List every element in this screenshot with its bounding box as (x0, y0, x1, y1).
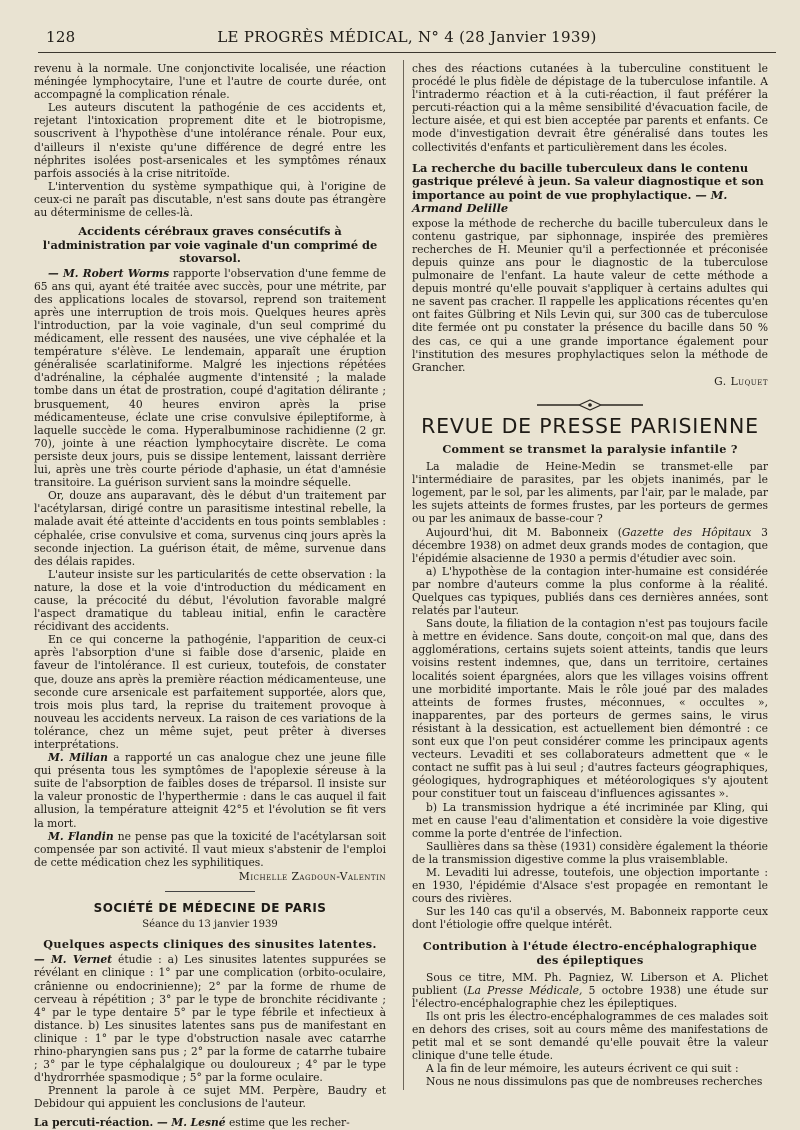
author-name: M. Milian (48, 751, 108, 765)
signature: G. Luquet (714, 374, 768, 388)
author-name: M. Flandin (48, 829, 114, 843)
left-column (34, 62, 387, 1130)
paragraph (34, 267, 386, 490)
paragraph-text: ne pense pas que la toxicité de l'acétylarsan soit compensée par son activité. Il vaut mieux s'abstenir de l'emploi de cette médication chez les syphilitiques. (34, 829, 386, 869)
session-date: Séance du 13 janvier 1939 (142, 919, 278, 931)
paragraph-text: rapporte l'observation d'une femme de 65 ans qui, ayant été traitée avec succès, pour une métrite, par des applications locales de stovarsol, reprend son traitement après une interruption de trois mois. Quelques heures après l'introduction, par la voie vaginale, d'un seul comprimé du médicament, elle ressent des nausées, une vive céphalée et la température s'élève. Le lendemain, apparaît une éruption généralisée scarlatiniforme. Malgré les injections répétées d'adrénaline, la céphalée augmente d'intensité ; la malade tombe dans un état de prostration, coupé d'agitation délirante ; brusquement, 40 heures environ après la prise médicamenteuse, éclate une crise convulsive épileptiforme, à laquelle succède le coma. Hyperalbuminose rachidienne (2 gr. 70), jointe à une réaction lymphocytaire discrète. Le coma persiste deux jours, puis se dissipe lentement, laissant derrière lui, après une très courte période d'aphasie, un état d'amnésie transitoire. La guérison survient sans la moindre séquelle. (34, 266, 387, 490)
article-heading: Comment se transmet la paralysie infantile ? (442, 441, 738, 456)
paragraph (412, 526, 768, 565)
paragraph (412, 971, 768, 1010)
citation: Gazette des Hôpitaux (621, 525, 752, 539)
journal-title: LE PROGRÈS MÉDICAL, N° 4 (28 Janvier 1939) (217, 28, 597, 46)
paragraph: revenu à la normale. Une conjonctivite localisée, une réaction méningée lymphocytaire, l'une et l'autre de courte durée, ont accompagné la complication rénale. (34, 62, 386, 102)
paragraph-text: estime que les recher- (225, 1116, 350, 1130)
paragraph: Prennent la parole à ce sujet MM. Perpère, Baudry et Debidour qui appuient les conclusions de l'auteur. (34, 1084, 386, 1111)
paragraph-text: a rapporté un cas analogue chez une jeune fille qui présenta tous les symptômes de l'apoplexie séreuse à la suite de l'absorption de faibles doses de tréparsol. Il insiste sur la valeur pronostic de l'hyperthermie : dans le cas auquel il fait allusion, la température atteignit 42°5 et l'évolution se fit vers la mort. (34, 751, 386, 830)
paragraph: Saullières dans sa thèse (1931) considère également la théorie de la transmission digestive comme la plus vraisemblable. (412, 839, 768, 866)
paragraph: Sans doute, la filiation de la contagion n'est pas toujours facile à mettre en évidence. Sans doute, conçoit-on mal que, dans des agglomérations, certains sujets soient atteints, tandis que leurs voisins restent indemnes, que, dans un territoire, certaines localités soient épargnées, alors que les villages voisins offrent une morbidité importante. Mais le rôle joué par des malades atteints de formes frustes, méconnues, « occultes », inapparentes, par des porteurs de germes sains, le virus résistant à la dessication, est actuellement bien démontré : ce sont eux que l'on peut considérer comme les principaux agents vecteurs. Levaditi et ses collaborateurs admettent que « le contact ne suffit pas à lui seul ; d'autres facteurs géographiques, géologiques, hydrographiques et météorologiques s'y ajoutent pour constituer tout un faisceau d'influences agissantes ». (412, 617, 768, 801)
paragraph (34, 1116, 386, 1129)
header-rule (38, 52, 776, 53)
paragraph: Sur les 140 cas qu'il a observés, M. Babonneix rapporte ceux dont l'étiologie offre quelque intérêt. (412, 905, 768, 932)
author-name: — M. Lesné (153, 1116, 226, 1130)
page-header (38, 26, 776, 46)
paragraph: Or, douze ans auparavant, dès le début d'un traitement par l'acétylarsan, dirigé contre un parasitisme intestinal rebelle, la malade avait été atteinte d'accidents en tous points semblables : céphalée, crise convulsive et coma, survenus cinq jours après la seconde injection. La guérison était, de même, survenue dans des délais rapides. (34, 489, 386, 568)
citation: La Presse Médicale, (467, 983, 583, 997)
paragraph-text: 3 décembre 1938) on admet deux grands modes de contagion, que l'épidémie alsacienne de 1930 a permis d'étudier avec soin. (412, 525, 768, 565)
paragraph: a) L'hypothèse de la contagion inter-humaine est considérée par nombre d'auteurs comme la plus conforme à la réalité. Quelques cas typiques, publiés dans ces dernières années, sont relatés par l'auteur. (412, 564, 768, 618)
section-title: REVUE DE PRESSE PARISIENNE (421, 413, 759, 438)
paragraph: M. Levaditi lui adresse, toutefois, une objection importante : en 1930, l'épidémie d'Alsace s'est propagée en remontant le cours des rivières. (412, 865, 768, 906)
paragraph: En ce qui concerne la pathogénie, l'apparition de ceux-ci après l'absorption d'une si faible dose d'arsenic, plaide en faveur de l'intolérance. Il est curieux, toutefois, de constater que, douze ans après la première réaction médicamenteuse, une seconde cure arsenicale est parfaitement supportée, alors que, trois mois plus tard, la reprise du traitement provoque à nouveau les accidents nerveux. La raison de ces variations de la tolérance, chez un même sujet, peut prêter à diverses interprétations. (34, 633, 386, 751)
paragraph (34, 830, 386, 869)
society-heading: SOCIÉTÉ DE MÉDECINE DE PARIS (93, 901, 327, 916)
paragraph: La maladie de Heine-Medin se transmet-elle par l'intermédiaire de parasites, par les objets inanimés, par le logement, par le sol, par les aliments, par l'air, par le malade, par les sujets atteints de formes frustes, par les porteurs de germes ou par les animaux de basse-cour ? (412, 460, 768, 526)
heading-text: La recherche du bacille tuberculeux dans le contenu gastrique prélevé à jeun. Sa valeur diagnostique et son importance au point de vue prophylactique. (412, 160, 764, 202)
ornament-divider-icon (535, 398, 645, 412)
author-name: — M. Robert Worms (48, 266, 170, 280)
paragraph-text: Aujourd'hui, dit M. Babonneix ( (426, 525, 622, 539)
section-rule (165, 891, 255, 892)
paragraph: expose la méthode de recherche du bacille tuberculeux dans le contenu gastrique, par siphonnage, inspirée des premières recherches de H. Meunier qu'il a perfectionnée et préconisée depuis quinze ans pour le diagnostic de la tuberculose pulmonaire de l'enfant. La haute valeur de cette méthode a depuis montré qu'elle pouvait s'appliquer à certains adultes qui ne savent pas cracher. Il rappelle les applications récentes qu'en ont faites Gülbring et Nils Levin qui, sur 300 cas de tuberculose dite fermée ont pu constater la présence du bacille dans 50 % des cas, ce qui a une grande importance également pour l'institution des mesures prophylactiques selon la méthode de Grancher. (412, 216, 768, 374)
column-divider (403, 60, 404, 1090)
signature: Michelle Zagdoun-Valentin (238, 869, 386, 883)
paragraph (34, 751, 386, 830)
author-name: — M. Armand Delille (412, 187, 728, 216)
paragraph (34, 953, 386, 1084)
article-heading (412, 162, 768, 216)
paragraph: Les auteurs discutent la pathogénie de ces accidents et, rejetant l'intoxication proprement dite et le biotropisme, souscrivent à l'hypothèse d'une intolérance rénale. Pour eux, d'ailleurs il n'existe qu'une différence de degré entre les néphrites isolées post-arsenicales et les symptômes rénaux parfois associés à la crise nitritoïde. (34, 101, 386, 180)
paragraph-text: Sous ce titre, MM. Ph. Pagniez, W. Liberson et A. Plichet publient ( (412, 970, 768, 997)
paragraph: b) La transmission hydrique a été incriminée par Kling, qui met en cause l'eau d'alimentation et considère la voie digestive comme la porte d'entrée de l'infection. (412, 800, 768, 840)
paragraph: L'auteur insiste sur les particularités de cette observation : la nature, la dose et la voie d'introduction du médicament en cause, la précocité du début, l'évolution favorable malgré l'aspect dramatique du tableau initial, enfin le caractère récidivant des accidents. (34, 567, 386, 634)
paragraph-text: étudie : a) Les sinusites latentes suppurées se révélant en clinique : 1° par une complication (orbito-oculaire, crânienne ou endocrinienne); 2° par la forme de rhume de cerveau à répétition ; 3° par le type de bronchite récidivante ; 4° par le type dentaire 5° par le type fébrile et infectieux à distance. b) Les sinusites latentes sans pus de manifestant en clinique : 1° par le type d'obstruction nasale avec catarrhe rhino-pharyngien sans pus ; 2° par la forme de catarrhe tubaire ; 3° par le type céphalalgique ou douloureux ; 4° par le type d'hydrorrhée spasmodique ; 5° par la forme oculaire. (34, 953, 387, 1085)
article-heading: La percuti-réaction. (34, 1116, 154, 1130)
paragraph: L'intervention du système sympathique qui, à l'origine de ceux-ci ne paraît pas discutable, n'est sans doute pas étrangère au déterminisme de celles-là. (34, 179, 386, 220)
paragraph: Ils ont pris les électro-encéphalogrammes de ces malades soit en dehors des crises, soit au cours même des manifestations de petit mal et se sont demandé qu'elle pouvait être la valeur clinique d'une telle étude. (412, 1009, 768, 1063)
page-number: 128 (46, 28, 76, 46)
author-name: — M. Vernet (34, 953, 113, 967)
article-heading: Contribution à l'étude électro-encéphalographique des épileptiques (422, 939, 758, 967)
right-column (412, 62, 768, 1092)
paragraph: ches des réactions cutanées à la tuberculine constituent le procédé le plus fidèle de dépistage de la tuberculose infantile. A l'intradermo réaction et à la cuti-réaction, il faut préférer la percuti-réaction qui a la même sensibilité d'évacuation facile, de lecture aisée, et qui est bien acceptée par parents et enfants. Ce mode d'investigation devrait être généralisé dans toutes les collectivités d'enfants et particulièrement dans les écoles. (412, 62, 768, 154)
paragraph: A la fin de leur mémoire, les auteurs écrivent ce qui suit : (426, 1062, 739, 1076)
article-heading: Quelques aspects cliniques des sinusites latentes. (43, 937, 377, 952)
paragraph: Nous ne nous dissimulons pas que de nombreuses recherches (426, 1075, 763, 1089)
paragraph-text: 5 octobre 1938) une étude sur l'électro-encéphalographie chez les épileptiques. (412, 983, 768, 1010)
article-heading: Accidents cérébraux graves consécutifs à l'administration par voie vaginale d'un comprimé de stovarsol. (42, 224, 378, 266)
